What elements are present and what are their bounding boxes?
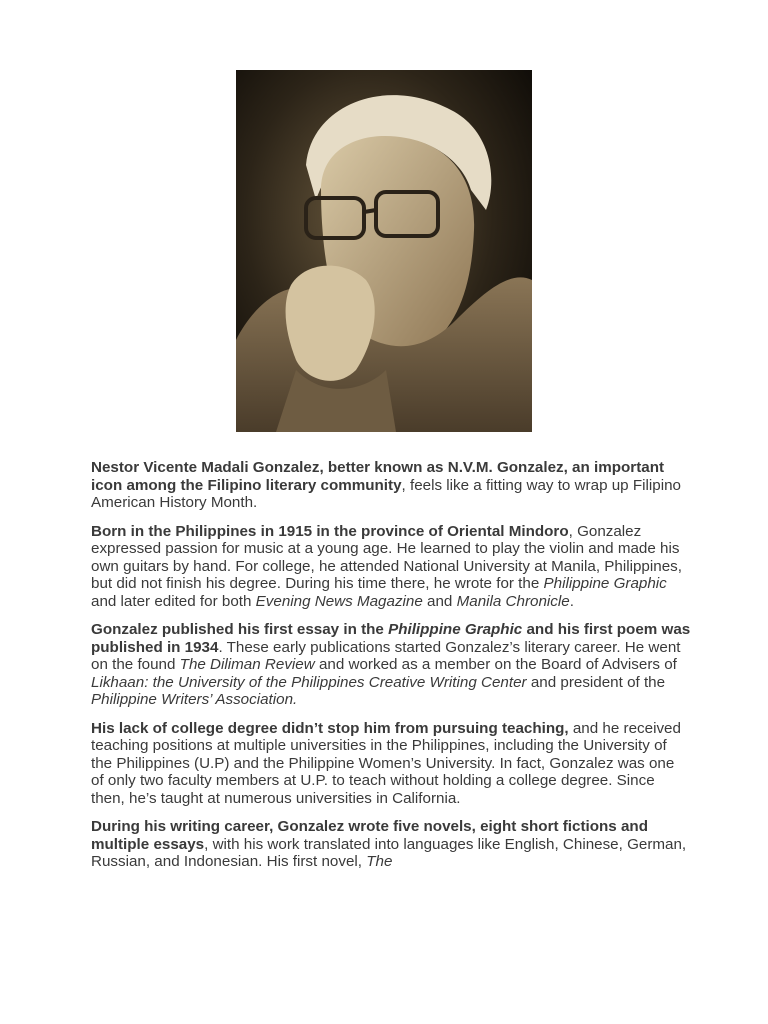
italic-title: Philippine Writers’ Association. [91, 691, 298, 708]
portrait-photo [236, 70, 532, 432]
bold-text: His lack of college degree didn’t stop him from pursuing teaching, [91, 719, 569, 737]
italic-title: The Diliman Review [179, 656, 315, 673]
paragraph-5 [91, 818, 691, 871]
bold-text: Born in the Philippines in 1915 in the province of Oriental Mindoro [91, 522, 569, 540]
italic-title: The [366, 853, 393, 870]
article-body [91, 459, 691, 882]
italic-title: Evening News Magazine [255, 592, 423, 610]
bold-text: During his writing career, Gonzalez wrote five novels, eight short fictions and multiple essays [91, 818, 648, 853]
italic-title: Philippine Graphic [543, 575, 667, 592]
italic-title: Manila Chronicle [456, 592, 570, 610]
paragraph-2 [91, 523, 691, 611]
body-text: and worked as a member on the Board of Advisers of [314, 656, 677, 673]
body-text: . These early publications started Gonzalez’s literary career. He went on the found [91, 638, 681, 673]
body-text: . [569, 592, 574, 610]
body-text: and later edited for both [91, 592, 256, 610]
bold-text: and his first poem was published in 1934 [91, 621, 691, 656]
body-text: , Gonzalez expressed passion for music at a young age. He learned to play the violin and made his own guitars by hand. For college, he attended National University at Manila, Philippines, but did not finish his degree. During his time there, he wrote for the [91, 522, 682, 592]
body-text: and president of the [526, 673, 666, 691]
body-text: and he received teaching positions at multiple universities in the Philippines, including the University of the Philippines (U.P) and the Philippine Women’s University. In fact, Gonzalez was one of only two faculty members at U.P. to teach without holding a college degree. Since then, he’s taught at numerous universities in California. [91, 719, 681, 807]
paragraph-1 [91, 459, 691, 512]
body-text: , feels like a fitting way to wrap up Filipino American History Month. [91, 476, 681, 511]
portrait-icon [236, 70, 532, 432]
bold-text: Nestor Vicente Madali Gonzalez, better known as N.V.M. Gonzalez, an important icon among the Filipino literary community [91, 459, 665, 494]
bold-text: Gonzalez published his first essay in the [91, 621, 389, 638]
paragraph-3 [91, 621, 691, 709]
body-text: and [422, 592, 457, 610]
italic-title: Likhaan: the University of the Philippines Creative Writing Center [91, 673, 527, 691]
body-text: , with his work translated into languages like English, Chinese, German, Russian, and Indonesian. His first novel, [91, 835, 687, 870]
bold-italic-title: Philippine Graphic [388, 621, 523, 638]
paragraph-4 [91, 720, 691, 808]
